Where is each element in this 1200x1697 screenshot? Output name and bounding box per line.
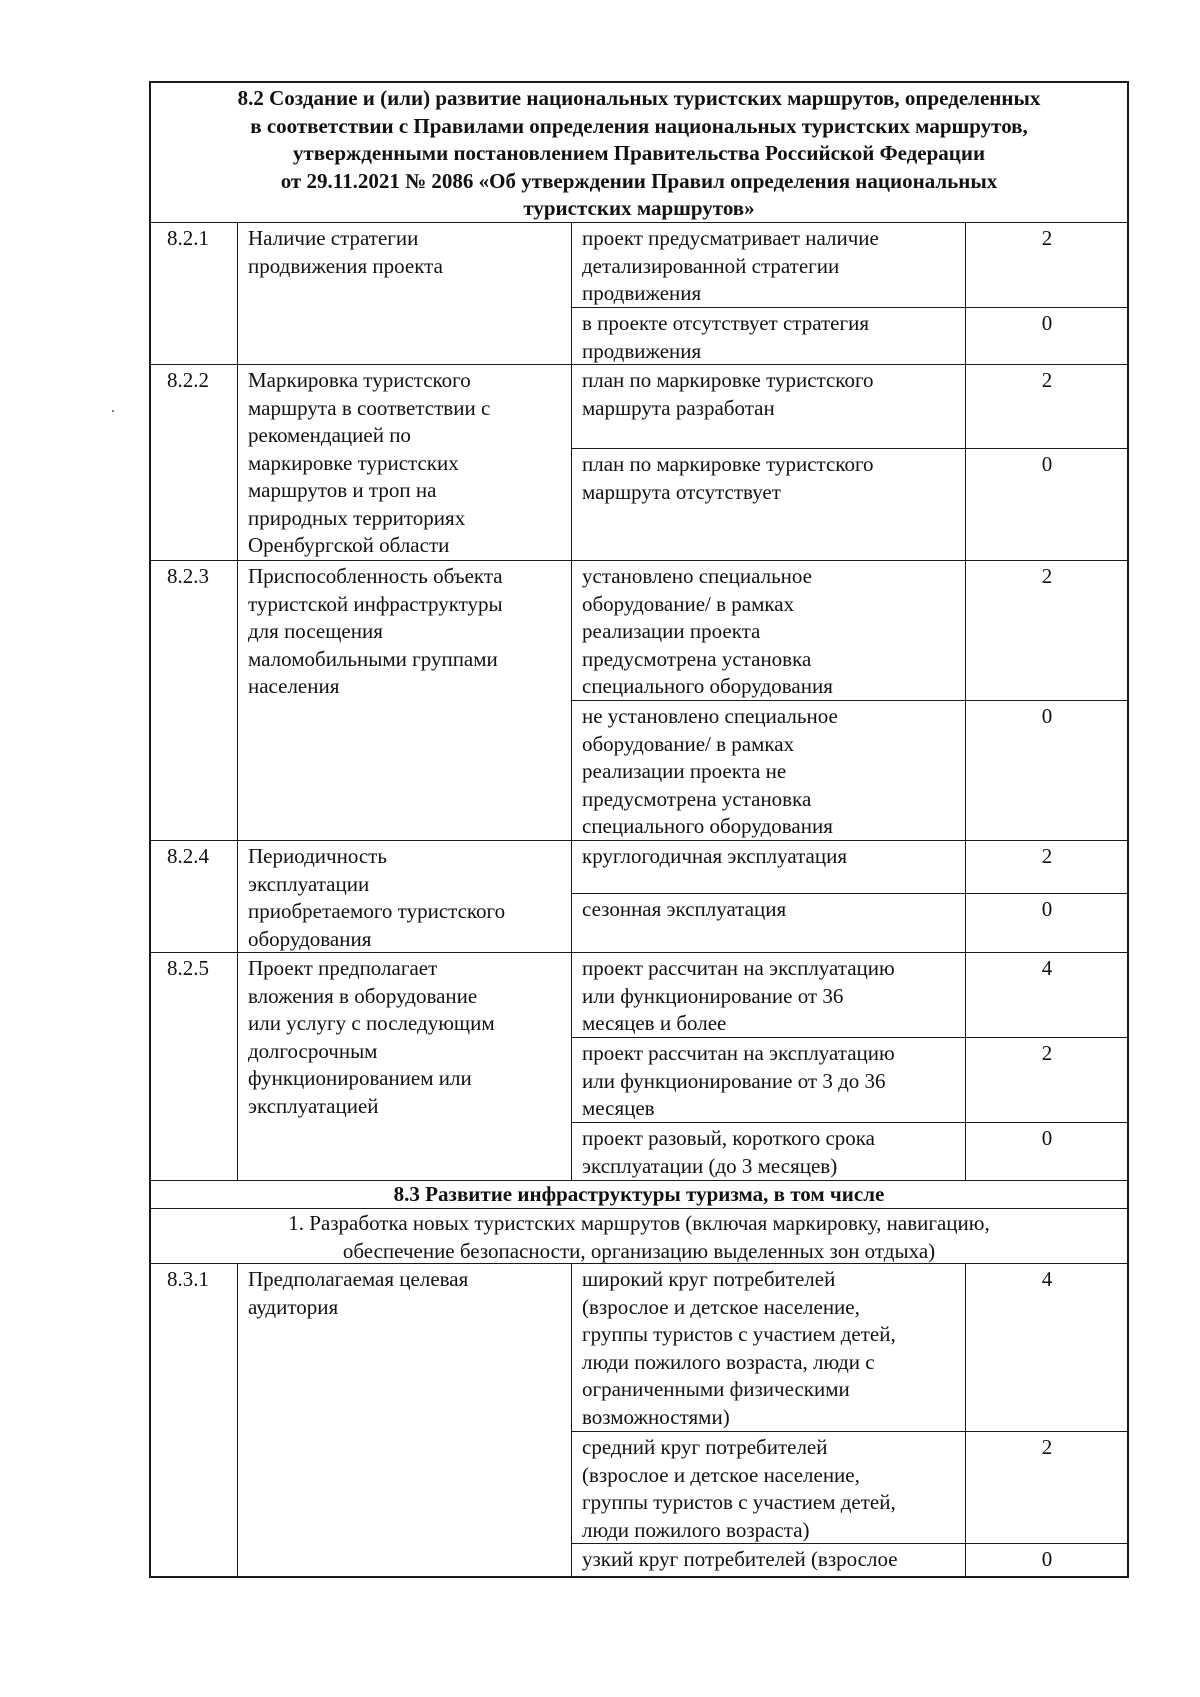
option-score: 4	[1041, 956, 1053, 980]
option-text: круглогодичная эксплуатация	[582, 844, 848, 868]
table-border	[149, 81, 1129, 83]
column-divider	[237, 222, 238, 1180]
criterion-text: Периодичность эксплуатации приобретаемого туристского оборудования	[248, 844, 506, 951]
row-divider	[149, 222, 1129, 223]
option-divider	[571, 1122, 1129, 1123]
option-text: установлено специальное оборудование/ в рамках реализации проекта предусмотрена установка специального оборудования	[582, 564, 833, 698]
row-number: 8.2.5	[167, 956, 209, 980]
row-divider	[149, 952, 1129, 953]
option-text: проект разовый, короткого срока эксплуатации (до 3 месяцев)	[582, 1126, 875, 1178]
table-border	[149, 1576, 1129, 1578]
column-divider	[237, 1263, 238, 1577]
row-number: 8.2.1	[167, 226, 209, 250]
option-text: проект предусматривает наличие детализированной стратегии продвижения	[582, 226, 879, 305]
option-text: сезонная эксплуатация	[582, 897, 787, 921]
option-text: план по маркировке туристского маршрута разработан	[582, 368, 874, 420]
option-divider	[571, 893, 1129, 894]
row-number: 8.2.3	[167, 564, 209, 588]
option-score: 2	[1041, 226, 1053, 250]
option-text: проект рассчитан на эксплуатацию или функционирование от 36 месяцев и более	[582, 956, 895, 1035]
option-divider	[571, 1543, 1129, 1544]
option-divider	[571, 700, 1129, 701]
section-8-3-subtitle: 1. Разработка новых туристских маршрутов (включая маркировку, навигацию, обеспечение безопасности, организацию выделенных зон отдыха)	[288, 1211, 990, 1263]
row-divider	[149, 560, 1129, 561]
option-divider	[571, 307, 1129, 308]
criterion-text: Проект предполагает вложения в оборудование или услугу с последующим долгосрочным функционированием или эксплуатацией	[248, 956, 495, 1118]
criterion-text: Предполагаемая целевая аудитория	[248, 1267, 469, 1319]
column-divider	[965, 1263, 966, 1577]
criterion-text: Приспособленность объекта туристской инфраструктуры для посещения маломобильными группами населения	[248, 564, 503, 698]
option-divider	[571, 1431, 1129, 1432]
criterion-text: Наличие стратегии продвижения проекта	[248, 226, 443, 278]
option-text: план по маркировке туристского маршрута отсутствует	[582, 452, 874, 504]
option-score: 2	[1041, 1435, 1053, 1459]
row-divider	[149, 1180, 1129, 1181]
table-border	[149, 81, 151, 1577]
option-score: 0	[1041, 704, 1053, 728]
option-score: 4	[1041, 1267, 1053, 1291]
option-score: 0	[1041, 897, 1053, 921]
option-divider	[571, 448, 1129, 449]
option-score: 0	[1041, 311, 1053, 335]
criterion-text: Маркировка туристского маршрута в соответствии с рекомендацией по маркировке туристских маршрутов и троп на природных территориях Оренбургской области	[248, 368, 491, 557]
section-8-3-title: 8.3 Развитие инфраструктуры туризма, в том числе	[393, 1182, 885, 1206]
option-score: 2	[1041, 1041, 1053, 1065]
option-score: 2	[1041, 564, 1053, 588]
column-divider	[571, 1263, 572, 1577]
row-divider	[149, 1263, 1129, 1264]
option-score: 2	[1041, 844, 1053, 868]
scan-speck	[112, 410, 114, 412]
option-text: широкий круг потребителей (взрослое и детское население, группы туристов с участием детей, люди пожилого возраста, люди с ограниченными физическими возможностями)	[582, 1267, 896, 1429]
row-number: 8.2.4	[167, 844, 209, 868]
row-divider	[149, 1208, 1129, 1209]
section-8-2-title: 8.2 Создание и (или) развитие национальных туристских маршрутов, определенных в соответствии с Правилами определения национальных туристских маршрутов, утвержденными постановлением Правительства Российской Федерации от 29.11.2021 № 2086 «Об утверждении Правил определения национальных туристских маршрутов»	[237, 86, 1041, 220]
option-text: узкий круг потребителей (взрослое	[582, 1547, 898, 1571]
row-divider	[149, 840, 1129, 841]
row-number: 8.3.1	[167, 1267, 209, 1291]
option-score: 0	[1041, 1126, 1053, 1150]
option-text: в проекте отсутствует стратегия продвижения	[582, 311, 869, 363]
option-text: не установлено специальное оборудование/ в рамках реализации проекта не предусмотрена установка специального оборудования	[582, 704, 838, 838]
option-score: 0	[1041, 452, 1053, 476]
option-score: 2	[1041, 368, 1053, 392]
table-border	[1127, 81, 1129, 1577]
option-score: 0	[1041, 1547, 1053, 1571]
option-text: проект рассчитан на эксплуатацию или функционирование от 3 до 36 месяцев	[582, 1041, 895, 1120]
row-divider	[149, 364, 1129, 365]
row-number: 8.2.2	[167, 368, 209, 392]
option-text: средний круг потребителей (взрослое и детское население, группы туристов с участием детей, люди пожилого возраста)	[582, 1435, 896, 1542]
option-divider	[571, 1037, 1129, 1038]
